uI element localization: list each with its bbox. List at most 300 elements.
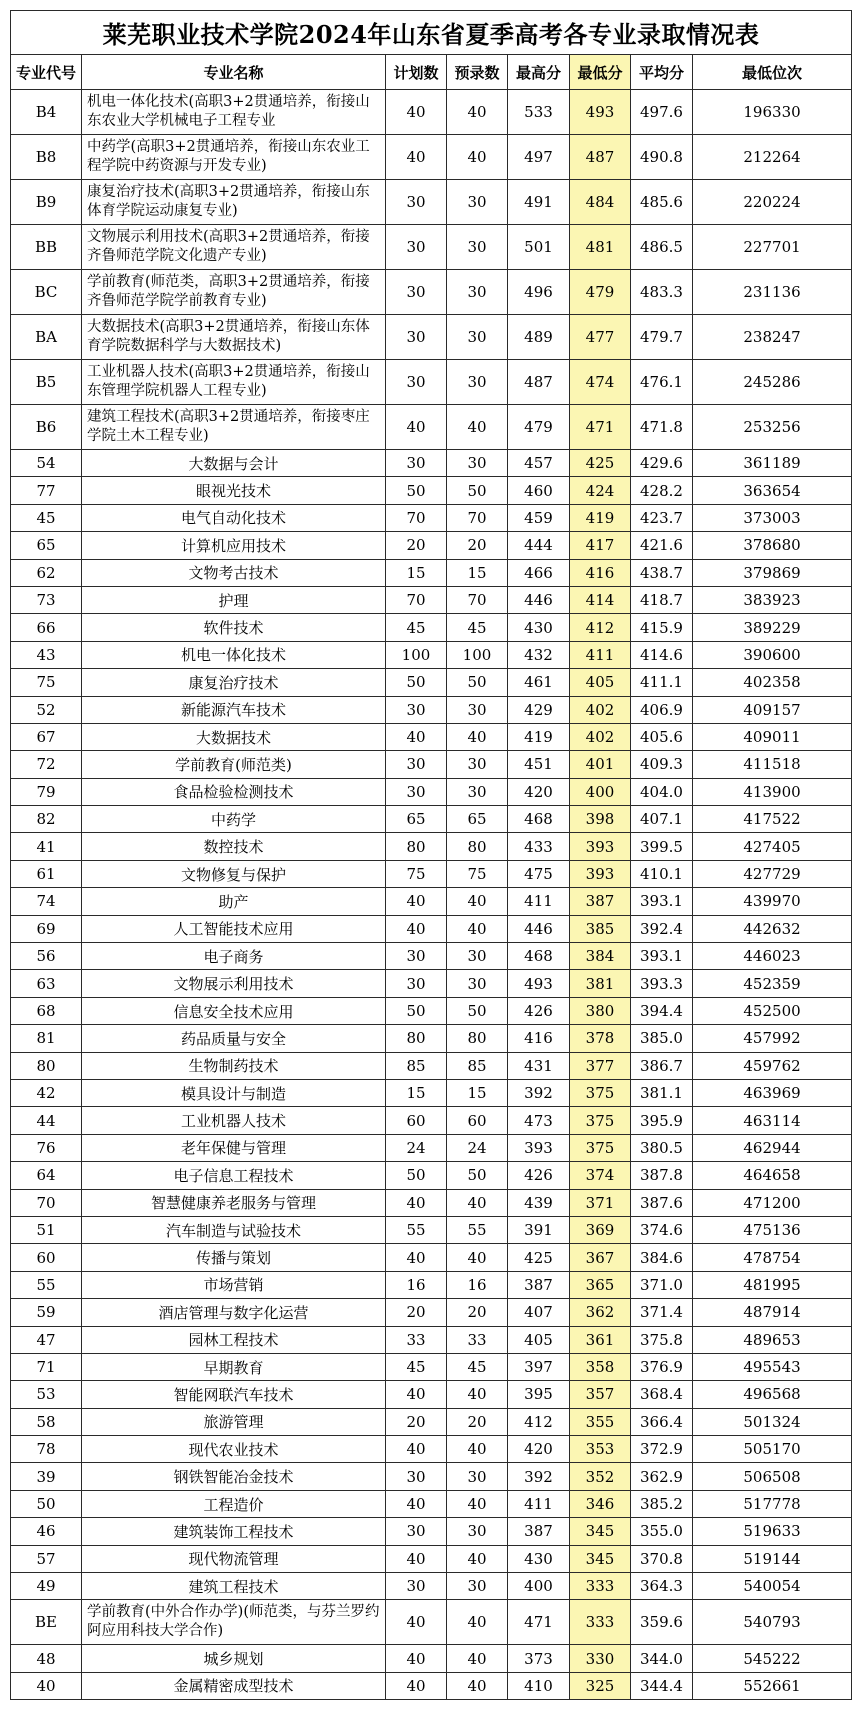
cell-max-score: 416: [508, 1025, 570, 1052]
cell-plan: 45: [386, 614, 447, 641]
cell-min-rank: 409157: [693, 696, 852, 723]
cell-plan: 40: [386, 1545, 447, 1572]
cell-code: 67: [11, 723, 82, 750]
cell-code: 50: [11, 1490, 82, 1517]
cell-avg-score: 399.5: [631, 833, 693, 860]
cell-min-score: 375: [570, 1107, 631, 1134]
table-row: [11, 1052, 852, 1079]
cell-max-score: 430: [508, 1545, 570, 1572]
cell-admitted: 80: [447, 1025, 508, 1052]
table-row: [11, 225, 852, 270]
cell-admitted: 24: [447, 1134, 508, 1161]
cell-min-rank: 552661: [693, 1672, 852, 1699]
cell-plan: 60: [386, 1107, 447, 1134]
cell-avg-score: 359.6: [631, 1600, 693, 1645]
cell-admitted: 30: [447, 225, 508, 270]
table-row: [11, 315, 852, 360]
cell-code: 61: [11, 860, 82, 887]
cell-plan: 40: [386, 1490, 447, 1517]
cell-min-rank: 459762: [693, 1052, 852, 1079]
table-row: [11, 1436, 852, 1463]
cell-name: 电气自动化技术: [82, 504, 386, 531]
cell-plan: 30: [386, 450, 447, 477]
cell-max-score: 407: [508, 1299, 570, 1326]
cell-avg-score: 385.2: [631, 1490, 693, 1517]
cell-min-score: 424: [570, 477, 631, 504]
cell-min-rank: 487914: [693, 1299, 852, 1326]
cell-code: 63: [11, 970, 82, 997]
admission-table-sheet: [10, 10, 851, 1700]
cell-max-score: 466: [508, 559, 570, 586]
cell-min-rank: 427405: [693, 833, 852, 860]
table-row: [11, 1216, 852, 1243]
cell-avg-score: 490.8: [631, 135, 693, 180]
cell-code: 51: [11, 1216, 82, 1243]
cell-max-score: 412: [508, 1408, 570, 1435]
cell-avg-score: 387.6: [631, 1189, 693, 1216]
cell-min-score: 353: [570, 1436, 631, 1463]
cell-admitted: 40: [447, 1381, 508, 1408]
cell-avg-score: 429.6: [631, 450, 693, 477]
cell-code: 48: [11, 1645, 82, 1672]
table-row: [11, 806, 852, 833]
cell-min-rank: 545222: [693, 1645, 852, 1672]
cell-avg-score: 409.3: [631, 751, 693, 778]
cell-avg-score: 423.7: [631, 504, 693, 531]
cell-plan: 30: [386, 751, 447, 778]
cell-min-rank: 457992: [693, 1025, 852, 1052]
cell-avg-score: 387.8: [631, 1162, 693, 1189]
cell-min-score: 375: [570, 1134, 631, 1161]
table-row: [11, 997, 852, 1024]
cell-min-score: 401: [570, 751, 631, 778]
cell-avg-score: 393.1: [631, 943, 693, 970]
table-row: [11, 180, 852, 225]
cell-min-score: 369: [570, 1216, 631, 1243]
cell-min-score: 352: [570, 1463, 631, 1490]
cell-code: 54: [11, 450, 82, 477]
cell-code: B6: [11, 405, 82, 450]
cell-min-score: 387: [570, 888, 631, 915]
cell-avg-score: 485.6: [631, 180, 693, 225]
cell-max-score: 432: [508, 641, 570, 668]
cell-min-rank: 402358: [693, 669, 852, 696]
cell-admitted: 85: [447, 1052, 508, 1079]
cell-min-score: 471: [570, 405, 631, 450]
cell-plan: 40: [386, 1645, 447, 1672]
cell-name: 食品检验检测技术: [82, 778, 386, 805]
cell-min-rank: 481995: [693, 1271, 852, 1298]
cell-name: 软件技术: [82, 614, 386, 641]
cell-code: 53: [11, 1381, 82, 1408]
cell-code: 57: [11, 1545, 82, 1572]
cell-min-rank: 427729: [693, 860, 852, 887]
cell-name: 文物展示利用技术: [82, 970, 386, 997]
cell-avg-score: 407.1: [631, 806, 693, 833]
cell-max-score: 461: [508, 669, 570, 696]
cell-avg-score: 486.5: [631, 225, 693, 270]
cell-max-score: 473: [508, 1107, 570, 1134]
cell-name: 中药学: [82, 806, 386, 833]
cell-min-score: 345: [570, 1518, 631, 1545]
cell-avg-score: 393.3: [631, 970, 693, 997]
cell-plan: 40: [386, 1381, 447, 1408]
table-row: [11, 1545, 852, 1572]
cell-name: 城乡规划: [82, 1645, 386, 1672]
cell-max-score: 497: [508, 135, 570, 180]
cell-admitted: 30: [447, 1518, 508, 1545]
cell-code: BB: [11, 225, 82, 270]
cell-code: 40: [11, 1672, 82, 1699]
cell-plan: 40: [386, 1600, 447, 1645]
cell-min-rank: 379869: [693, 559, 852, 586]
cell-min-score: 333: [570, 1600, 631, 1645]
cell-plan: 30: [386, 1518, 447, 1545]
cell-plan: 70: [386, 504, 447, 531]
cell-avg-score: 381.1: [631, 1079, 693, 1106]
cell-min-rank: 231136: [693, 270, 852, 315]
cell-name: 生物制药技术: [82, 1052, 386, 1079]
table-row: [11, 751, 852, 778]
cell-admitted: 20: [447, 1299, 508, 1326]
cell-max-score: 392: [508, 1079, 570, 1106]
cell-code: BE: [11, 1600, 82, 1645]
cell-min-score: 358: [570, 1353, 631, 1380]
cell-min-score: 381: [570, 970, 631, 997]
cell-code: 80: [11, 1052, 82, 1079]
cell-code: 60: [11, 1244, 82, 1271]
cell-name: 建筑工程技术: [82, 1573, 386, 1600]
cell-admitted: 45: [447, 614, 508, 641]
cell-code: B5: [11, 360, 82, 405]
cell-admitted: 65: [447, 806, 508, 833]
cell-name: 电子商务: [82, 943, 386, 970]
cell-admitted: 50: [447, 669, 508, 696]
cell-name: 电子信息工程技术: [82, 1162, 386, 1189]
cell-admitted: 100: [447, 641, 508, 668]
cell-name: 工业机器人技术: [82, 1107, 386, 1134]
cell-plan: 40: [386, 405, 447, 450]
cell-max-score: 426: [508, 997, 570, 1024]
cell-admitted: 30: [447, 270, 508, 315]
cell-max-score: 475: [508, 860, 570, 887]
table-row: [11, 559, 852, 586]
cell-avg-score: 421.6: [631, 532, 693, 559]
cell-min-rank: 413900: [693, 778, 852, 805]
cell-max-score: 433: [508, 833, 570, 860]
table-row: [11, 1025, 852, 1052]
cell-admitted: 30: [447, 970, 508, 997]
cell-admitted: 20: [447, 1408, 508, 1435]
cell-min-score: 371: [570, 1189, 631, 1216]
cell-min-score: 333: [570, 1573, 631, 1600]
cell-name: 文物修复与保护: [82, 860, 386, 887]
cell-avg-score: 395.9: [631, 1107, 693, 1134]
cell-plan: 40: [386, 723, 447, 750]
cell-code: 71: [11, 1353, 82, 1380]
cell-name: 大数据与会计: [82, 450, 386, 477]
table-row: [11, 405, 852, 450]
cell-min-score: 487: [570, 135, 631, 180]
table-row: [11, 504, 852, 531]
table-row: [11, 1079, 852, 1106]
cell-max-score: 420: [508, 778, 570, 805]
cell-name: 智能网联汽车技术: [82, 1381, 386, 1408]
table-row: [11, 669, 852, 696]
cell-avg-score: 392.4: [631, 915, 693, 942]
cell-avg-score: 372.9: [631, 1436, 693, 1463]
cell-name: 机电一体化技术(高职3+2贯通培养，衔接山东农业大学机械电子工程专业: [82, 90, 386, 135]
table-title: 莱芜职业技术学院2024年山东省夏季高考各专业录取情况表: [11, 11, 852, 55]
cell-min-score: 384: [570, 943, 631, 970]
cell-min-rank: 411518: [693, 751, 852, 778]
cell-name: 工程造价: [82, 1490, 386, 1517]
cell-plan: 16: [386, 1271, 447, 1298]
cell-min-score: 477: [570, 315, 631, 360]
cell-code: 44: [11, 1107, 82, 1134]
cell-name: 早期教育: [82, 1353, 386, 1380]
cell-min-score: 405: [570, 669, 631, 696]
table-row: [11, 1299, 852, 1326]
cell-code: 42: [11, 1079, 82, 1106]
cell-code: B8: [11, 135, 82, 180]
table-row: [11, 1600, 852, 1645]
cell-min-score: 398: [570, 806, 631, 833]
cell-admitted: 40: [447, 405, 508, 450]
table-row: [11, 477, 852, 504]
table-row: [11, 778, 852, 805]
cell-admitted: 40: [447, 915, 508, 942]
table-row: [11, 586, 852, 613]
cell-avg-score: 366.4: [631, 1408, 693, 1435]
cell-plan: 40: [386, 1189, 447, 1216]
table-body: [11, 90, 852, 1700]
cell-name: 酒店管理与数字化运营: [82, 1299, 386, 1326]
cell-admitted: 40: [447, 1545, 508, 1572]
cell-code: 65: [11, 532, 82, 559]
cell-name: 康复治疗技术(高职3+2贯通培养，衔接山东体育学院运动康复专业): [82, 180, 386, 225]
col-header-code: 专业代号: [11, 55, 82, 90]
col-header-admitted: 预录数: [447, 55, 508, 90]
cell-code: 73: [11, 586, 82, 613]
cell-max-score: 405: [508, 1326, 570, 1353]
cell-plan: 40: [386, 1244, 447, 1271]
cell-min-score: 414: [570, 586, 631, 613]
cell-min-rank: 238247: [693, 315, 852, 360]
cell-max-score: 460: [508, 477, 570, 504]
table-row: [11, 532, 852, 559]
cell-name: 文物展示利用技术(高职3+2贯通培养，衔接齐鲁师范学院文化遗产专业): [82, 225, 386, 270]
cell-max-score: 387: [508, 1518, 570, 1545]
cell-plan: 30: [386, 315, 447, 360]
table-row: [11, 1645, 852, 1672]
cell-avg-score: 411.1: [631, 669, 693, 696]
cell-min-score: 479: [570, 270, 631, 315]
cell-code: 58: [11, 1408, 82, 1435]
cell-plan: 40: [386, 1672, 447, 1699]
table-row: [11, 1134, 852, 1161]
cell-min-rank: 462944: [693, 1134, 852, 1161]
cell-min-rank: 463969: [693, 1079, 852, 1106]
cell-plan: 50: [386, 477, 447, 504]
table-row: [11, 1107, 852, 1134]
cell-max-score: 411: [508, 1490, 570, 1517]
cell-min-rank: 417522: [693, 806, 852, 833]
cell-admitted: 40: [447, 1490, 508, 1517]
cell-max-score: 430: [508, 614, 570, 641]
cell-admitted: 40: [447, 1600, 508, 1645]
cell-min-rank: 519633: [693, 1518, 852, 1545]
cell-admitted: 30: [447, 778, 508, 805]
cell-plan: 40: [386, 135, 447, 180]
cell-name: 计算机应用技术: [82, 532, 386, 559]
table-row: [11, 1490, 852, 1517]
cell-name: 智慧健康养老服务与管理: [82, 1189, 386, 1216]
cell-min-score: 365: [570, 1271, 631, 1298]
cell-admitted: 30: [447, 696, 508, 723]
table-row: [11, 270, 852, 315]
cell-max-score: 400: [508, 1573, 570, 1600]
admission-table: [10, 10, 852, 1700]
cell-code: 46: [11, 1518, 82, 1545]
table-row: [11, 943, 852, 970]
cell-min-score: 393: [570, 860, 631, 887]
cell-name: 旅游管理: [82, 1408, 386, 1435]
cell-min-score: 493: [570, 90, 631, 135]
cell-min-rank: 505170: [693, 1436, 852, 1463]
cell-avg-score: 374.6: [631, 1216, 693, 1243]
cell-name: 市场营销: [82, 1271, 386, 1298]
cell-avg-score: 404.0: [631, 778, 693, 805]
col-header-min-score: 最低分: [570, 55, 631, 90]
cell-code: B4: [11, 90, 82, 135]
cell-plan: 20: [386, 1299, 447, 1326]
cell-name: 大数据技术(高职3+2贯通培养，衔接山东体育学院数据科学与大数据技术): [82, 315, 386, 360]
cell-code: 70: [11, 1189, 82, 1216]
cell-min-score: 481: [570, 225, 631, 270]
cell-code: 47: [11, 1326, 82, 1353]
cell-code: 76: [11, 1134, 82, 1161]
cell-avg-score: 370.8: [631, 1545, 693, 1572]
cell-avg-score: 471.8: [631, 405, 693, 450]
cell-admitted: 30: [447, 1573, 508, 1600]
cell-code: 45: [11, 504, 82, 531]
cell-min-rank: 378680: [693, 532, 852, 559]
cell-max-score: 426: [508, 1162, 570, 1189]
cell-min-rank: 540054: [693, 1573, 852, 1600]
cell-code: 68: [11, 997, 82, 1024]
cell-admitted: 80: [447, 833, 508, 860]
cell-max-score: 493: [508, 970, 570, 997]
cell-min-score: 362: [570, 1299, 631, 1326]
cell-min-rank: 220224: [693, 180, 852, 225]
cell-min-score: 412: [570, 614, 631, 641]
cell-plan: 80: [386, 1025, 447, 1052]
cell-admitted: 40: [447, 1189, 508, 1216]
cell-name: 钢铁智能冶金技术: [82, 1463, 386, 1490]
cell-admitted: 16: [447, 1271, 508, 1298]
cell-min-rank: 373003: [693, 504, 852, 531]
cell-min-rank: 517778: [693, 1490, 852, 1517]
cell-avg-score: 406.9: [631, 696, 693, 723]
cell-min-rank: 212264: [693, 135, 852, 180]
cell-admitted: 30: [447, 450, 508, 477]
table-row: [11, 1381, 852, 1408]
cell-name: 汽车制造与试验技术: [82, 1216, 386, 1243]
cell-admitted: 75: [447, 860, 508, 887]
cell-max-score: 425: [508, 1244, 570, 1271]
cell-avg-score: 428.2: [631, 477, 693, 504]
cell-admitted: 50: [447, 477, 508, 504]
cell-plan: 33: [386, 1326, 447, 1353]
cell-name: 人工智能技术应用: [82, 915, 386, 942]
cell-min-rank: 501324: [693, 1408, 852, 1435]
cell-plan: 85: [386, 1052, 447, 1079]
cell-min-score: 375: [570, 1079, 631, 1106]
cell-admitted: 40: [447, 888, 508, 915]
cell-avg-score: 371.4: [631, 1299, 693, 1326]
cell-admitted: 30: [447, 180, 508, 225]
cell-min-score: 402: [570, 696, 631, 723]
cell-code: 77: [11, 477, 82, 504]
cell-code: 75: [11, 669, 82, 696]
cell-min-rank: 439970: [693, 888, 852, 915]
table-row: [11, 614, 852, 641]
cell-plan: 65: [386, 806, 447, 833]
cell-min-rank: 452359: [693, 970, 852, 997]
cell-plan: 30: [386, 270, 447, 315]
cell-avg-score: 376.9: [631, 1353, 693, 1380]
table-row: [11, 1353, 852, 1380]
cell-min-score: 345: [570, 1545, 631, 1572]
cell-min-rank: 464658: [693, 1162, 852, 1189]
cell-code: 79: [11, 778, 82, 805]
cell-plan: 30: [386, 180, 447, 225]
cell-min-score: 425: [570, 450, 631, 477]
table-row: [11, 723, 852, 750]
cell-avg-score: 479.7: [631, 315, 693, 360]
cell-admitted: 20: [447, 532, 508, 559]
cell-max-score: 533: [508, 90, 570, 135]
cell-name: 建筑装饰工程技术: [82, 1518, 386, 1545]
cell-plan: 40: [386, 90, 447, 135]
cell-plan: 30: [386, 943, 447, 970]
cell-avg-score: 385.0: [631, 1025, 693, 1052]
cell-plan: 20: [386, 1408, 447, 1435]
table-row: [11, 833, 852, 860]
cell-max-score: 468: [508, 806, 570, 833]
cell-code: 55: [11, 1271, 82, 1298]
cell-min-score: 377: [570, 1052, 631, 1079]
cell-min-rank: 442632: [693, 915, 852, 942]
cell-min-rank: 478754: [693, 1244, 852, 1271]
cell-plan: 100: [386, 641, 447, 668]
cell-name: 助产: [82, 888, 386, 915]
cell-admitted: 50: [447, 1162, 508, 1189]
cell-min-score: 374: [570, 1162, 631, 1189]
cell-avg-score: 380.5: [631, 1134, 693, 1161]
cell-name: 金属精密成型技术: [82, 1672, 386, 1699]
cell-max-score: 501: [508, 225, 570, 270]
cell-admitted: 70: [447, 586, 508, 613]
cell-max-score: 459: [508, 504, 570, 531]
cell-min-score: 357: [570, 1381, 631, 1408]
cell-admitted: 33: [447, 1326, 508, 1353]
cell-max-score: 387: [508, 1271, 570, 1298]
cell-admitted: 15: [447, 559, 508, 586]
table-row: [11, 860, 852, 887]
cell-name: 传播与策划: [82, 1244, 386, 1271]
